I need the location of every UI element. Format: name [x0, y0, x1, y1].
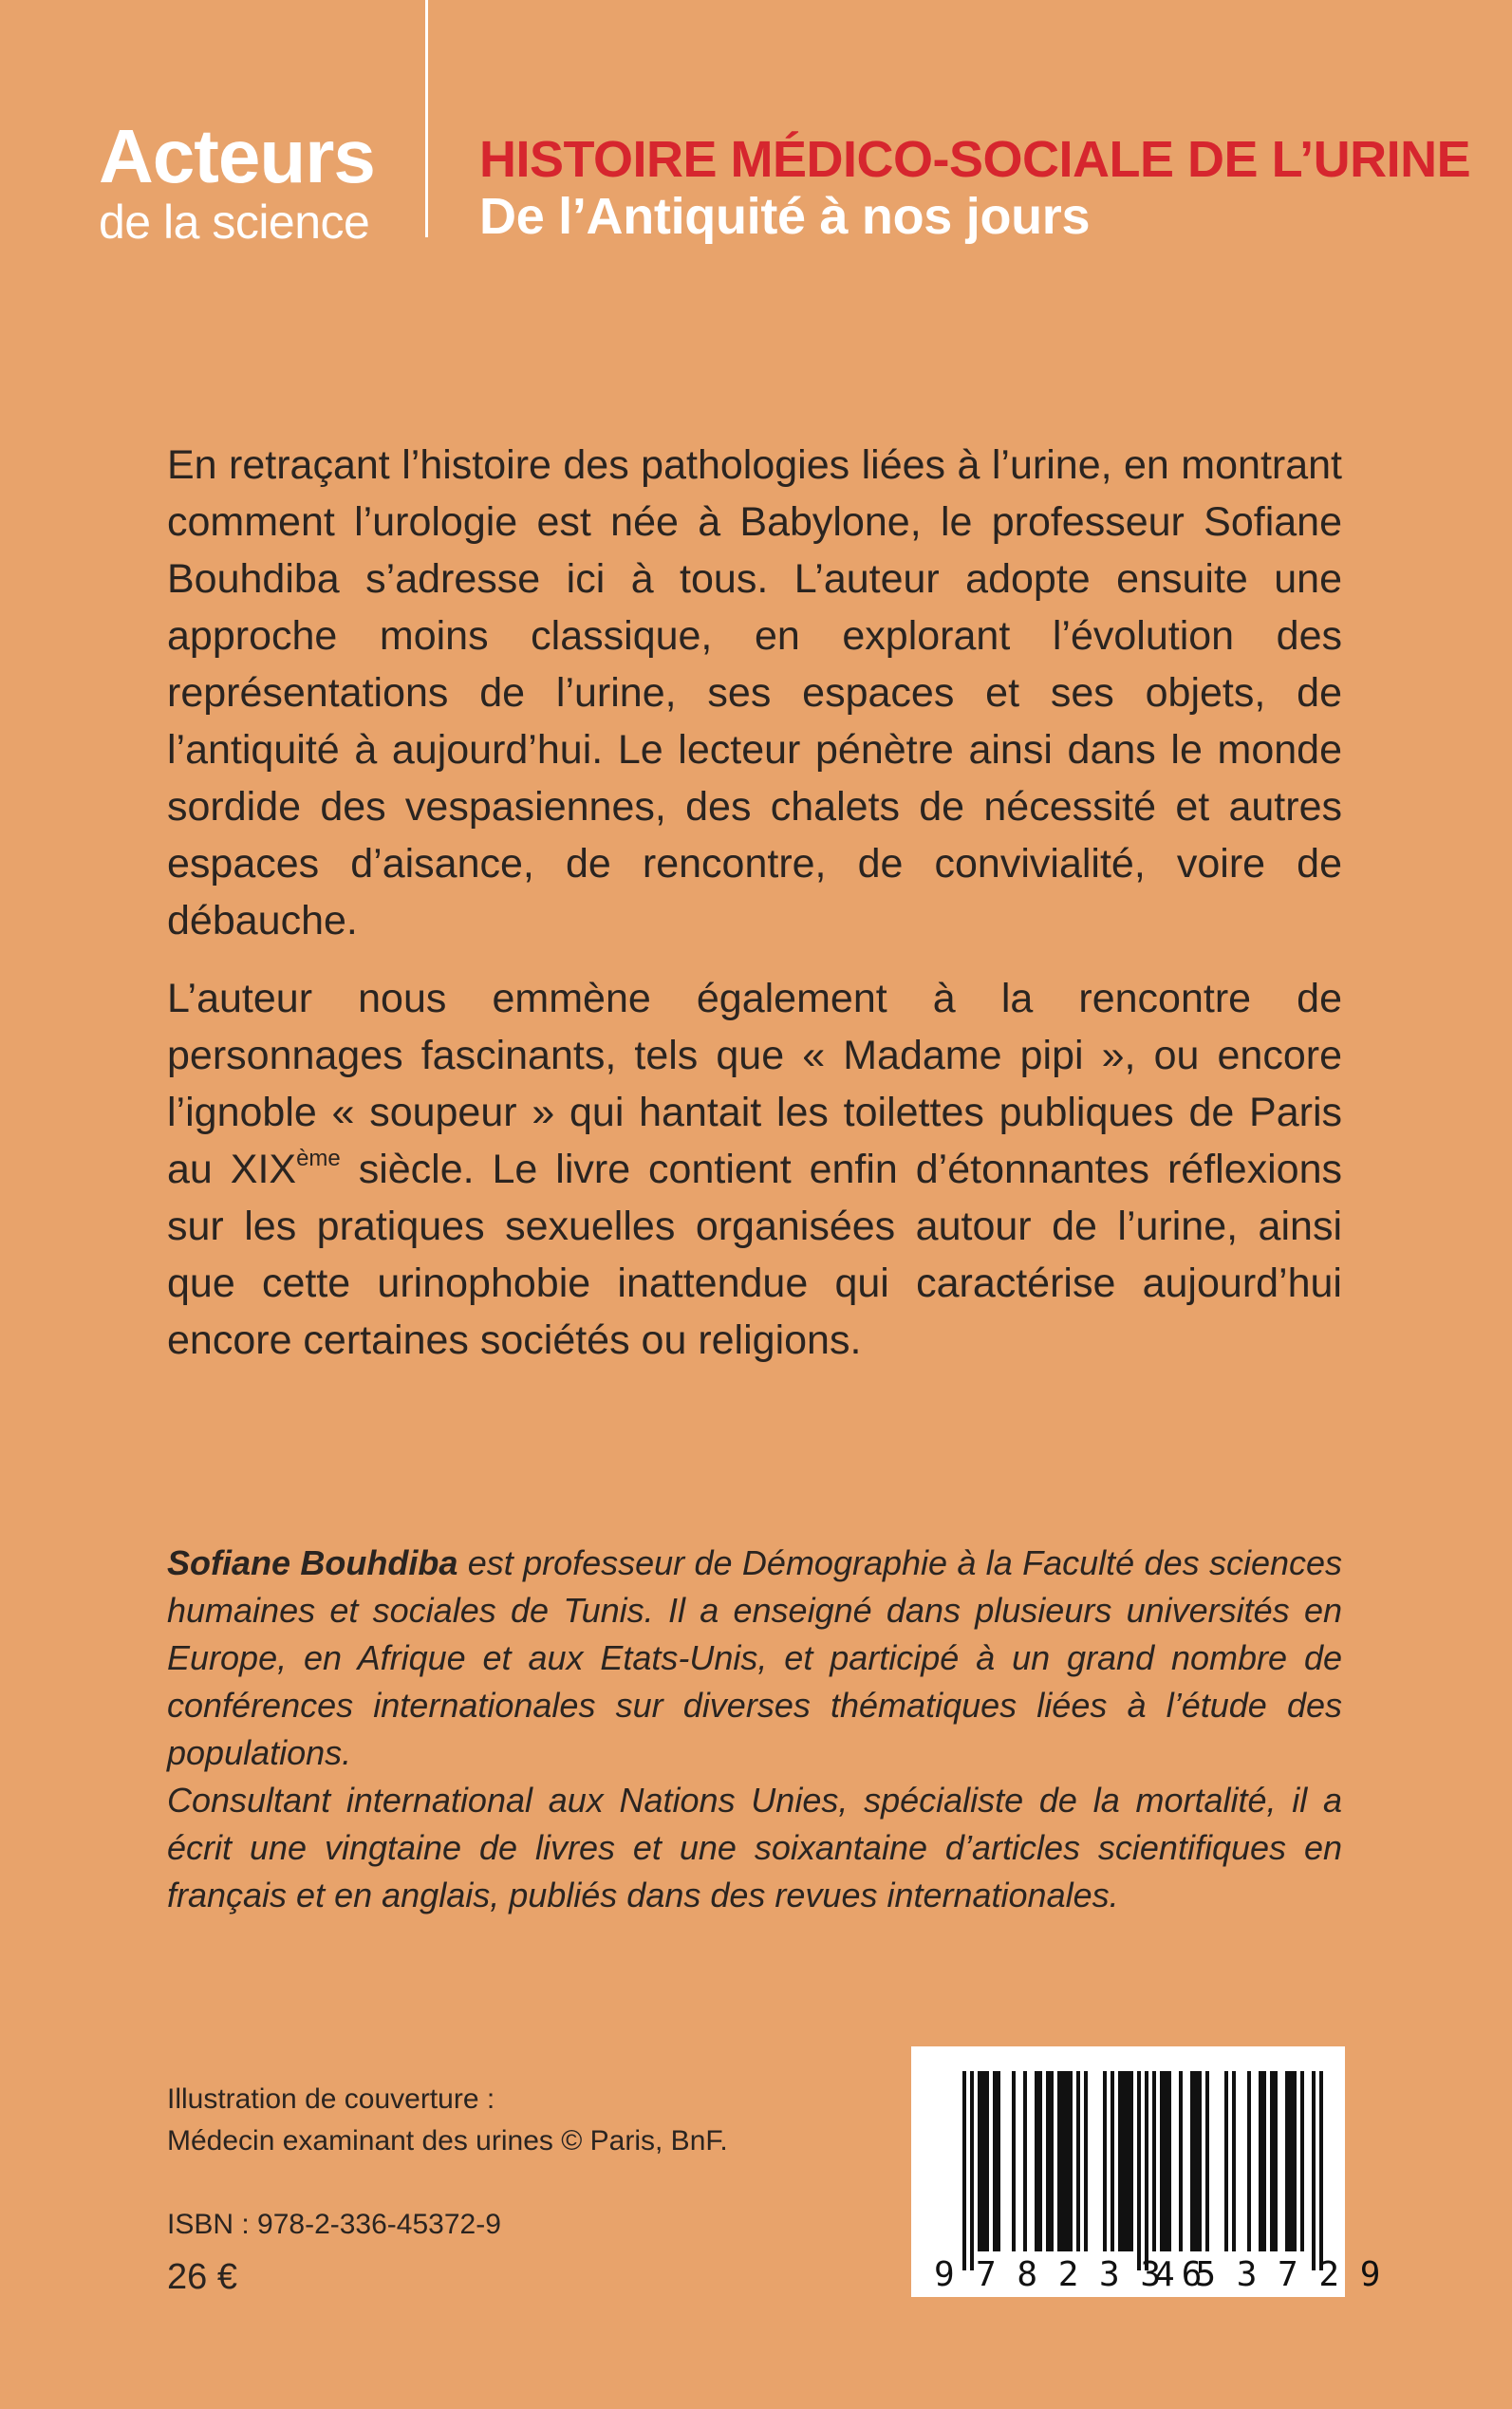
book-title-block [479, 131, 1470, 245]
barcode-bar [1232, 2071, 1236, 2251]
blurb-paragraph-2 [167, 970, 1342, 1369]
barcode-bar [970, 2071, 974, 2270]
barcode-bar [1164, 2071, 1167, 2251]
barcode-bar [1129, 2071, 1133, 2251]
credits-line-2: Médecin examinant des urines © Paris, BnF. [167, 2125, 728, 2157]
header-divider [425, 0, 428, 237]
barcode-bar [1038, 2071, 1042, 2251]
barcode-bar [1023, 2071, 1027, 2251]
barcode-graphic [911, 2046, 1381, 2297]
credits-line-1: Illustration de couverture : [167, 2083, 495, 2115]
bio-paragraph-1 [167, 1540, 1342, 1777]
author-bio [167, 1540, 1342, 1919]
barcode-bar [1224, 2071, 1228, 2251]
barcode-bar [1300, 2071, 1304, 2251]
barcode-bar [1046, 2071, 1050, 2251]
barcode-bar [978, 2071, 981, 2251]
barcode-bar [997, 2071, 1000, 2251]
barcode-bar [1111, 2071, 1114, 2251]
barcode-bar [1198, 2071, 1202, 2251]
barcode-bar [1145, 2071, 1148, 2270]
barcode-digits-left: 7 8 2 3 3 6 [976, 2255, 1203, 2294]
barcode-bar [1069, 2071, 1073, 2251]
barcode-bar [1122, 2071, 1126, 2251]
blurb [167, 437, 1342, 1390]
barcode-bar [1293, 2071, 1297, 2251]
price: 26 € [167, 2257, 237, 2297]
blurb-paragraph-1: En retraçant l’histoire des pathologies liées à l’urine, en montrant comment l’urologie est née à Babylone, le professeur Sofiane Bouhdiba s’adresse ici à tous. L’auteur adopte ensuite une approche moins classique, en explorant l’évolution des représentations de l’urine, ses espaces et ses objets, de l’antiquité à aujourd’hui. Le lecteur pénètre ainsi dans le monde sordide des vespasiennes, des chalets de nécessité et autres espaces d’aisance, de rencontre, de convivialité, voire de débauche. [167, 442, 1342, 943]
barcode-bar [1076, 2071, 1080, 2251]
book-title: HISTOIRE MÉDICO-SOCIALE DE L’URINE [479, 131, 1471, 188]
barcode-bar [1118, 2071, 1122, 2251]
barcode-bar [1190, 2071, 1194, 2251]
blurb-p2-end: siècle. Le livre contient enfin d’étonnantes réflexions sur les pratiques sexuelles organisées autour de l’urine, ainsi que cette urinophobie inattendue qui caractérise aujourd’hui encore certaines sociétés ou religions. [167, 1147, 1342, 1363]
barcode-bar [1012, 2071, 1016, 2251]
barcode-bar [1084, 2071, 1088, 2251]
barcode-bar [993, 2071, 997, 2251]
barcode-bar [981, 2071, 985, 2251]
barcode-digit-first: 9 [934, 2255, 955, 2294]
barcode-bar [1160, 2071, 1164, 2251]
barcode-bar [1167, 2071, 1171, 2251]
barcode-digits-right: 4 5 3 7 2 9 [1154, 2255, 1381, 2294]
barcode-bar [1274, 2071, 1278, 2251]
barcode-bar [1312, 2071, 1316, 2270]
barcode-bar [1262, 2071, 1266, 2251]
century-superscript: ème [296, 1146, 341, 1171]
series-logo [99, 114, 375, 249]
isbn: ISBN : 978-2-336-45372-9 [167, 2209, 501, 2240]
series-subname: de la science [99, 196, 370, 249]
barcode-bar [1065, 2071, 1069, 2251]
barcode-bar [1152, 2071, 1156, 2251]
bio-p1-text: est professeur de Démographie à la Faculté des sciences humaines et sociales de Tunis. Il a enseigné dans plusieurs universités en Europe, en Afrique et aux Etats-Unis, et participé à un grand nombre de conférences internationales sur diverses thématiques liées à l’étude des populations. [167, 1543, 1343, 1772]
barcode-bar [1137, 2071, 1141, 2270]
barcode-bar [1247, 2071, 1251, 2251]
barcode-bar [962, 2071, 966, 2270]
series-name: Acteurs [99, 114, 375, 198]
barcode-bar [1179, 2071, 1183, 2251]
author-name: Sofiane Bouhdiba [167, 1543, 458, 1582]
barcode-bar [1035, 2071, 1038, 2251]
barcode-bar [1270, 2071, 1274, 2251]
barcode-bar [1057, 2071, 1061, 2251]
book-subtitle: De l’Antiquité à nos jours [479, 188, 1091, 245]
barcode-bar [1194, 2071, 1198, 2251]
barcode-bar [1103, 2071, 1107, 2251]
blurb-p2-start: L’auteur nous emmène également à la rencontre de personnages fascinants, tels que « Madame pipi », ou encore l’ignoble « soupeur » qui hantait les toilettes publiques de Paris au XIX [167, 976, 1342, 1192]
barcode-bar [1285, 2071, 1289, 2251]
bio-paragraph-2: Consultant international aux Nations Unies, spécialiste de la mortalité, il a écrit une vingtaine de livres et une soixantaine d’articles scientifiques en français et en anglais, publiés dans des revues internationales. [167, 1781, 1342, 1914]
barcode-bar [1205, 2071, 1209, 2251]
barcode-bar [1289, 2071, 1293, 2251]
barcode-bar [1319, 2071, 1323, 2270]
barcode-bar [1259, 2071, 1262, 2251]
barcode-bar [985, 2071, 989, 2251]
barcode-bar [1050, 2071, 1054, 2251]
barcode [911, 2046, 1381, 2297]
cover-credits [167, 2079, 728, 2162]
barcode-bar [1126, 2071, 1129, 2251]
barcode-bar [1061, 2071, 1065, 2251]
